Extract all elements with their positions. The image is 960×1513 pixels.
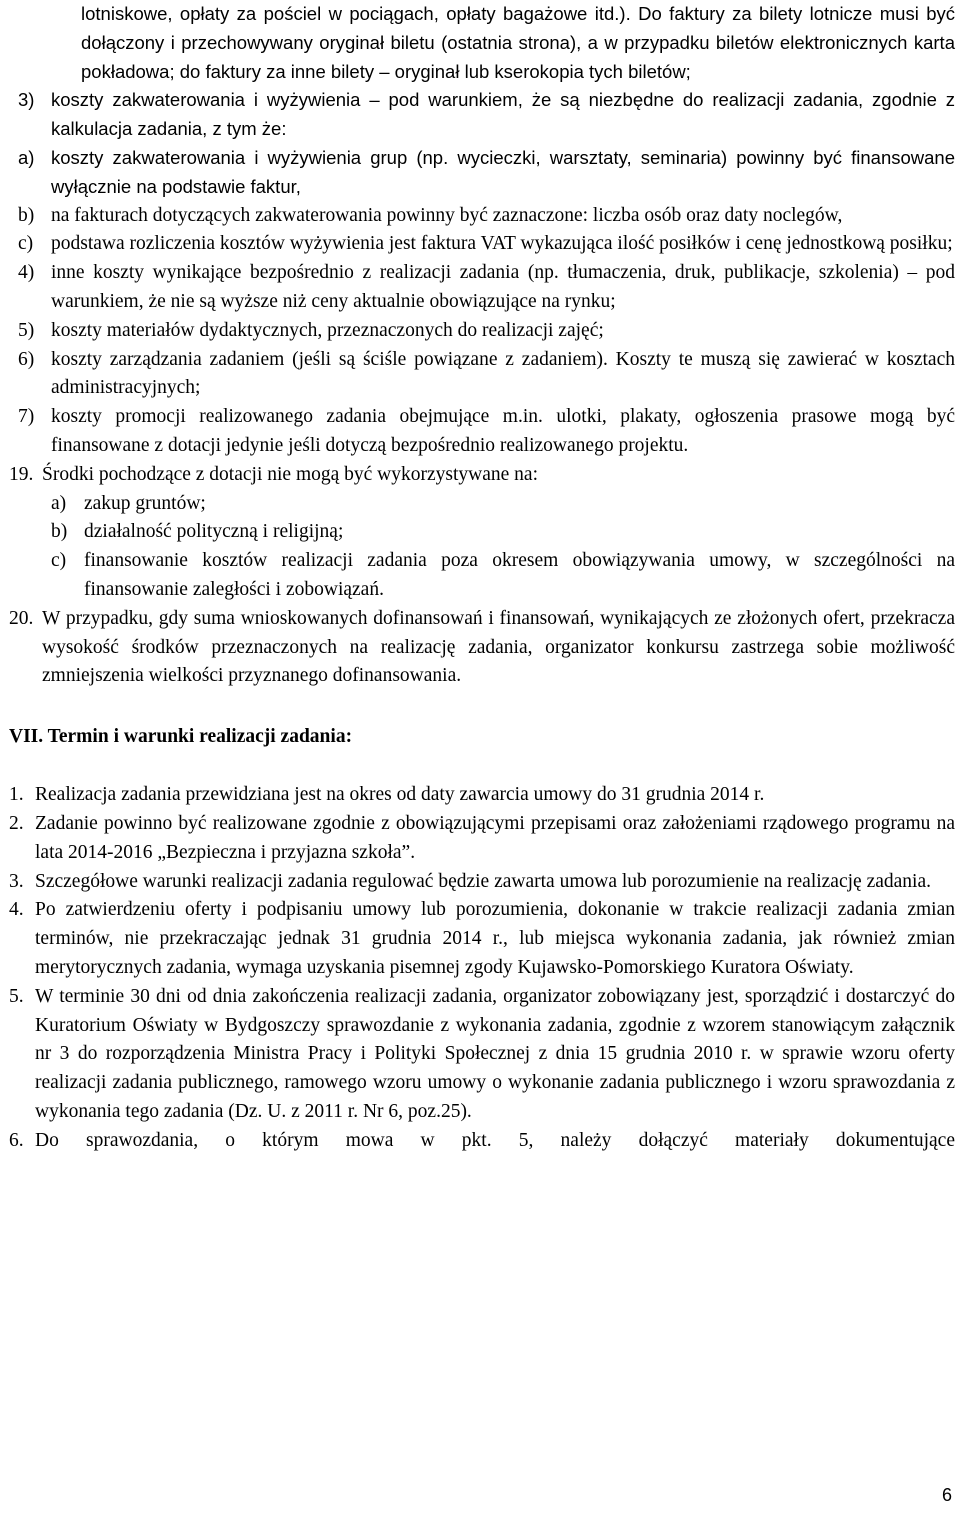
item-number: 3. <box>9 870 24 892</box>
intro-first-segment: lotniskowe, opłaty za pościel w pociągach, opłaty bagażowe itd.). <box>81 3 631 24</box>
paragraph-number: 19. <box>9 463 34 485</box>
cost-subitem-text: na fakturach dotyczących zakwaterowania powinny być zaznaczone: liczba osób oraz daty noclegów, <box>51 204 843 226</box>
paragraph-text: W przypadku, gdy suma wnioskowanych dofinansowań i finansowań, wynikających ze złożonych ofert, przekracza wysokość środków przeznaczonych na realizację zadania, organizator konkursu zastrzega sobie możliwość zmniejszenia wielkości przyznanego dofinansowania. <box>42 607 955 687</box>
item-text: Zadanie powinno być realizowane zgodnie z obowiązującymi przepisami oraz założeniami rządowego programu na lata 2014-2016 „Bezpieczna i przyjazna szkoła”. <box>35 812 955 863</box>
list-letter: a) <box>51 492 67 514</box>
document-page <box>9 0 955 1155</box>
item-text: W terminie 30 dni od dnia zakończenia realizacji zadania, organizator zobowiązany jest, sporządzić i dostarczyć do Kuratorium Oświaty w Bydgoszczy sprawozdanie z wykonania zadania, zgodnie z wzorem stanowiącym załącznik nr 3 do rozporządzenia Ministra Pracy i Polityki Społecznej z dnia 15 grudnia 2010 r. w sprawie wzoru oferty realizacji zadania publicznego, ramowego wzoru umowy o wykonanie zadania publicznego i wzoru sprawozdania z wykonania tego zadania (Dz. U. z 2011 r. Nr 6, poz.25). <box>35 985 955 1122</box>
section-7-item-5 <box>9 983 955 1127</box>
paragraph-19-item-a <box>51 490 955 519</box>
cost-item-text: koszty promocji realizowanego zadania obejmujące m.in. ulotki, plakaty, ogłoszenia prasowe mogą być finansowane z dotacji jedynie jeśli dotyczą bezpośrednio realizowanego projektu. <box>51 406 955 456</box>
cost-subitem-letter: a) <box>18 146 35 168</box>
cost-item-number: 4) <box>18 262 35 284</box>
item-number: 2. <box>9 812 24 834</box>
item-number: 6. <box>9 1129 24 1151</box>
item-text: Do sprawozdania, o którym mowa w pkt. 5, należy dołączyć materiały dokumentujące <box>35 1129 955 1151</box>
section-7-item-2 <box>9 810 955 868</box>
cost-item-6 <box>18 346 955 404</box>
section-7-item-6 <box>9 1127 955 1156</box>
paragraph-19-item-b <box>51 518 955 547</box>
cost-subitem-c <box>18 230 955 259</box>
paragraph-20 <box>9 605 955 691</box>
item-number: 4. <box>9 899 24 921</box>
list-text: zakup gruntów; <box>84 492 206 514</box>
intro-rest: Do faktury za bilety lotnicze musi być dołączony i przechowywany oryginał biletu (ostatnia strona), a w przypadku biletów elektronicznych karta pokładowa; do faktury za inne bilety – oryginał lub kserokopia tych biletów; <box>81 3 955 82</box>
paragraph-number: 20. <box>9 607 34 629</box>
section-7-item-3 <box>9 868 955 897</box>
cost-subitem-text: podstawa rozliczenia kosztów wyżywienia jest faktura VAT wykazująca ilość posiłków i cenę jednostkową posiłku; <box>51 233 953 255</box>
list-text: działalność polityczną i religijną; <box>84 521 344 543</box>
cost-item-7 <box>18 403 955 461</box>
cost-item-number: 5) <box>18 319 35 341</box>
cost-item-text: koszty zarządzania zadaniem (jeśli są ściśle powiązane z zadaniem). Koszty te muszą się zawierać w kosztach administracyjnych; <box>51 348 955 399</box>
page-number: 6 <box>941 1485 952 1505</box>
cost-item-text: koszty zakwaterowania i wyżywienia – pod warunkiem, że są niezbędne do realizacji zadania, zgodnie z kalkulacja zadania, z tym że: <box>51 89 955 140</box>
intro-paragraph <box>81 0 955 86</box>
cost-subitem-letter: c) <box>18 233 34 255</box>
item-text: Realizacja zadania przewidziana jest na okres od daty zawarcia umowy do 31 grudnia 2014 r. <box>35 784 765 806</box>
cost-item-number: 7) <box>18 406 35 428</box>
list-letter: c) <box>51 550 67 572</box>
cost-item-text: koszty materiałów dydaktycznych, przeznaczonych do realizacji zajęć; <box>51 319 604 341</box>
cost-item-number: 6) <box>18 348 35 370</box>
cost-subitem-b <box>18 202 955 231</box>
section-7-item-4 <box>9 896 955 982</box>
paragraph-19-item-c <box>51 547 955 605</box>
cost-item-4 <box>18 259 955 317</box>
section-7-list <box>9 781 955 1155</box>
list-text: finansowanie kosztów realizacji zadania poza okresem obowiązywania umowy, w szczególności na finansowanie zaległości i zobowiązań. <box>84 550 955 600</box>
cost-item-3 <box>18 86 955 144</box>
paragraph-19 <box>9 461 955 490</box>
section-heading: VII. Termin i warunki realizacji zadania: <box>9 726 353 748</box>
item-text: Szczegółowe warunki realizacji zadania regulować będzie zawarta umowa lub porozumienie na realizację zadania. <box>35 870 931 892</box>
cost-subitem-a <box>18 144 955 202</box>
cost-item-text: inne koszty wynikające bezpośrednio z realizacji zadania (np. tłumaczenia, druk, publikacje, szkolenia) – pod warunkiem, że nie są wyższe niż ceny aktualnie obowiązujące na rynku; <box>51 262 955 312</box>
item-number: 5. <box>9 985 24 1007</box>
cost-subitem-letter: b) <box>18 204 35 226</box>
cost-item-5 <box>18 317 955 346</box>
list-letter: b) <box>51 521 68 543</box>
item-text: Po zatwierdzeniu oferty i podpisaniu umowy lub porozumienia, dokonanie w trakcie realizacji zadania zmian terminów, nie przekraczając jednak 31 grudnia 2014 r., lub miejsca wykonania zadania, jak również zmian merytorycznych zadania, wymaga uzyskania pisemnej zgody Kujawsko-Pomorskiego Kuratora Oświaty. <box>35 899 955 978</box>
cost-subitem-text: koszty zakwaterowania i wyżywienia grup (np. wycieczki, warsztaty, seminaria) powinny być finansowane wyłącznie na podstawie faktur, <box>51 146 955 197</box>
section-7-item-1 <box>9 781 955 810</box>
item-number: 1. <box>9 784 24 806</box>
cost-item-number: 3) <box>18 89 35 111</box>
paragraph-text: Środki pochodzące z dotacji nie mogą być wykorzystywane na: <box>42 463 539 485</box>
